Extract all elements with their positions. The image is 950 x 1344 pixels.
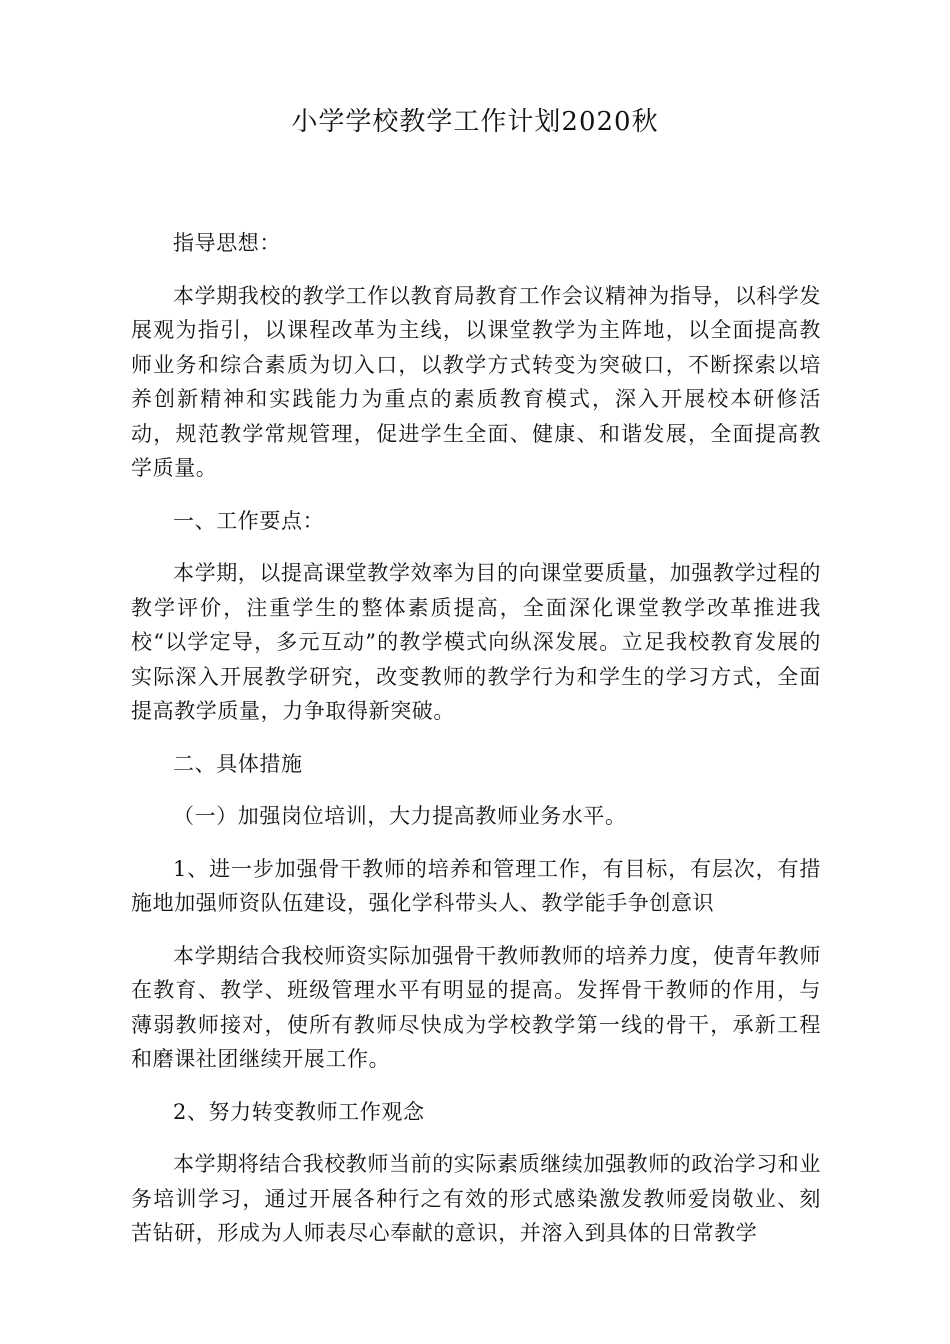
paragraph-guiding-idea: 本学期我校的教学工作以教育局教育工作会议精神为指导，以科学发展观为指引，以课程改革为主线，以课堂教学为主阵地，以全面提高教师业务和综合素质为切入口，以教学方式转变为突破口，不断探索以培养创新精神和实践能力为重点的素质教育模式，深入开展校本研修活动，规范教学常规管理，促进学生全面、健康、和谐发展，全面提高教学质量。 [131,283,821,480]
subsection-heading-training: （一）加强岗位培训，大力提高教师业务水平。 [173,804,627,828]
document-body [131,226,821,1269]
paragraph-item-2: 2、努力转变教师工作观念 [173,1099,425,1124]
section-heading-work-points: 一、工作要点： [173,508,325,533]
paragraph-item-1: 1、进一步加强骨干教师的培养和管理工作，有目标，有层次，有措施地加强师资队伍建设，强化学科带头人、教学能手争创意识 [131,856,821,915]
document-title: 小学学校教学工作计划2020秋 [291,107,659,137]
paragraph-teacher-concepts: 本学期将结合我校教师当前的实际素质继续加强教师的政治学习和业务培训学习，通过开展各种行之有效的形式感染激发教师爱岗敬业、刻苦钻研，形成为人师表尽心奉献的意识，并溶入到具体的日常教学 [131,1152,821,1245]
section-heading-measures: 二、具体措施 [173,751,303,776]
paragraph-work-points: 本学期，以提高课堂教学效率为目的向课堂要质量，加强教学过程的教学评价，注重学生的整体素质提高，全面深化课堂教学改革推进我校“以学定导，多元互动”的教学模式向纵深发展。立足我校教育发展的实际深入开展教学研究，改变教师的教学行为和学生的学习方式，全面提高教学质量，力争取得新突破。 [131,561,821,723]
section-heading-guiding-idea: 指导思想： [173,231,281,255]
paragraph-backbone-teachers: 本学期结合我校师资实际加强骨干教师教师的培养力度，使青年教师在教育、教学、班级管理水平有明显的提高。发挥骨干教师的作用，与薄弱教师接对，使所有教师尽快成为学校教学第一线的骨干，承新工程和磨课社团继续开展工作。 [131,943,821,1071]
